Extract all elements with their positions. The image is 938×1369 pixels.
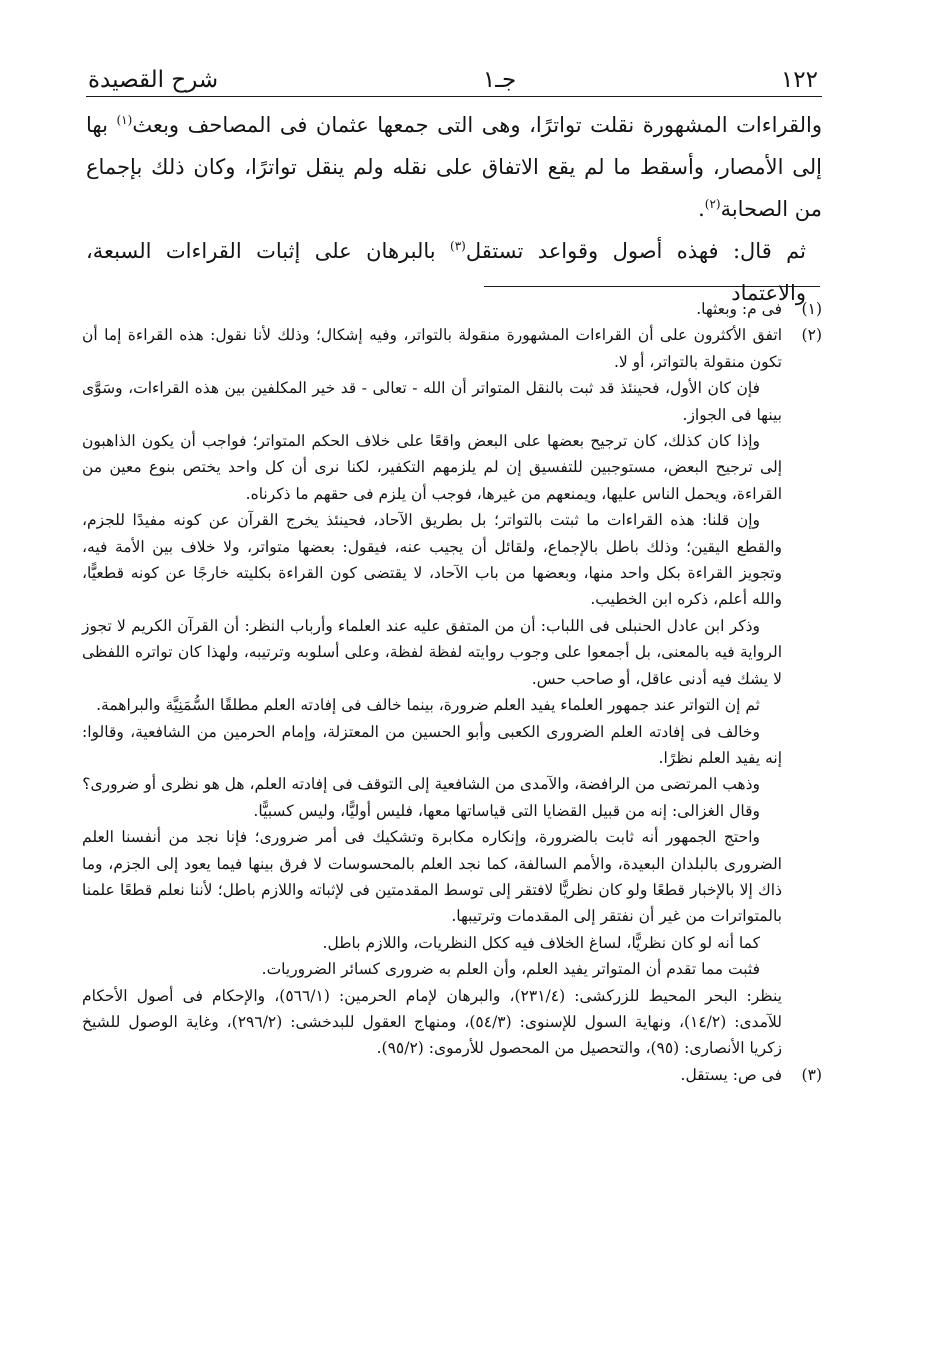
page-number: ١٢٢ [780, 67, 818, 93]
running-header [88, 58, 818, 92]
footnote-ref-2: (٢) [704, 197, 721, 211]
main-text [86, 104, 822, 314]
main-text-line: بالبرهان على إثبات القراءات السبعة، والاعتماد [86, 239, 806, 305]
main-text-line: بها إلى الأمصار، وأسقط ما لم يقع الاتفاق على نقله ولم ينقل تواترًا، وكان ذلك بإجماع من الصحابة [86, 113, 822, 221]
header-rule [86, 96, 822, 97]
footnote-3 [82, 1062, 822, 1088]
footnote-paragraph: واحتج الجمهور أنه ثابت بالضرورة، وإنكاره مكابرة وتشكيك فى أمر ضرورى؛ فإنا نجد من أنفسنا العلم الضرورى بالبلدان البعيدة، والأمم السالفة، كما نجد العلم بالمحسوسات لا فرق بينها فيما يعود إلى الجزم، وما ذاك إلا بالإخبار قطعًا ولو كان نظريًّا لافتقر إلى توسط المقدمتين فى لإثباته واللازم باطل؛ لأننا نعلم قطعًا علمنا بالمتواترات من غير أن نفتقر إلى المقدمات وترتيبها. [82, 828, 782, 926]
footnotes [82, 296, 822, 1088]
footnote-paragraph: فثبت مما تقدم أن المتواتر يفيد العلم، وأن العلم به ضرورى كسائر الضروريات. [261, 960, 760, 979]
footnote-paragraph: وذكر ابن عادل الحنبلى فى اللباب: أن من المتفق عليه عند العلماء وأرباب النظر: أن القرآن الكريم لا تجوز الرواية فيه بالمعنى، بل أجمعوا على وجوب روايته لفظة لفظة، وعلى أسلوبه وترتيبه، ولهذا كان تواتره اللفظى لا يشك فيه أدنى عاقل، أو صاحب حس. [82, 616, 782, 688]
footnote-2 [82, 322, 822, 375]
footnote-paragraph: وإن قلنا: هذه القراءات ما ثبتت بالتواتر؛ بل بطريق الآحاد، فحينئذ يخرج القرآن عن كونه مفيدًا للجزم، والقطع اليقين؛ وذلك باطل بالإجماع، ولقائل أن يجيب عنه، فيقول: بعضها متواتر، ولا خلاف بين الأمة فيه، وتجويز القراءة بكل واحد منها، وبعضها من باب الآحاد، لا يقتضى كون القراءة بكليته خارجًا عن كونه قطعيًّا، والله أعلم، ذكره ابن الخطيب. [82, 511, 782, 609]
footnote-paragraph: ثم إن التواتر عند جمهور العلماء يفيد العلم ضرورة، بينما خالف فى إفادته العلم مطلقًا السُّمَنِيَّة والبراهمة. [96, 696, 760, 715]
footnote-separator [484, 286, 820, 287]
footnote-sources: ينظر: البحر المحيط للزركشى: (٢٣١/٤)، والبرهان لإمام الحرمين: (٥٦٦/١)، والإحكام فى أصول الأحكام للآمدى: (١٤/٢)، ونهاية السول للإسنوى: (٥٤/٣)، ومنهاج العقول للبدخشى: (٢٩٦/٢)، وغاية الوصول للشيخ زكريا الأنصارى: (٩٥)، والتحصيل من المحصول للأرموى: (٩٥/٢). [82, 986, 782, 1058]
volume-label: جـ١ [482, 67, 517, 93]
footnote-ref-3: (٣) [450, 239, 466, 253]
footnote-ref-1: (١) [116, 113, 133, 127]
main-text-line: والقراءات المشهورة نقلت تواترًا، وهى التى جمعها عثمان فى المصاحف وبعث [132, 113, 822, 137]
book-title: شرح القصيدة [88, 67, 219, 93]
footnote-number: (٣) [801, 1065, 822, 1084]
footnote-paragraph: كما أنه لو كان نظريًّا، لساغ الخلاف فيه ككل النظريات، واللازم باطل. [322, 933, 760, 952]
footnote-2-body [82, 375, 822, 1062]
footnote-paragraph: وإذا كان كذلك، كان ترجيح بعضها على البعض واقعًا على خلاف الحكم المتواتر؛ فواجب أن يكون الذاهبون إلى ترجيح البعض، مستوجبين للتفسيق إن لم يلزمهم التكفير، لكنا نرى أن كل واحد يختص بنوع معين من القراءة، ويحمل الناس عليها، ويمنعهم من غيرها، فوجب أن يلزم فى حقهم ما ذكرناه. [82, 432, 782, 503]
footnote-text: فى ص: يستقل. [680, 1065, 782, 1084]
footnote-number: (١) [801, 300, 822, 318]
footnote-paragraph: وذهب المرتضى من الرافضة، والآمدى من الشافعية إلى التوقف فى إفادته العلم، هل هو نظرى أو ضرورى؟ [82, 775, 760, 794]
footnote-paragraph: وقال الغزالى: إنه من قبيل القضايا التى قياساتها معها، فليس أوليًّا، وليس كسبيًّا. [253, 801, 760, 820]
footnote-paragraph: وخالف فى إفادته العلم الضرورى الكعبى وأبو الحسين من المعتزلة، وإمام الحرمين من الشافعية، وقالوا: إنه يفيد العلم نظرًا. [82, 722, 782, 767]
footnote-text: اتفق الأكثرون على أن القراءات المشهورة منقولة بالتواتر، وفيه إشكال؛ وذلك لأنا نقول: هذه القراءة إما أن تكون منقولة بالتواتر، أو لا. [82, 326, 782, 371]
footnote-paragraph: فإن كان الأول، فحينئذ قد ثبت بالنقل المتواتر أن الله - تعالى - قد خير المكلفين بين هذه القراءات، وسَوَّى بينها فى الجواز. [82, 379, 782, 424]
main-paragraph [86, 104, 822, 230]
footnote-text: فى م: وبعثها. [696, 300, 782, 318]
main-text-line: ثم قال: فهذه أصول وقواعد تستقل [465, 239, 806, 263]
footnote-1 [82, 296, 822, 322]
footnote-number: (٢) [801, 326, 822, 345]
main-text-line: . [698, 197, 705, 221]
